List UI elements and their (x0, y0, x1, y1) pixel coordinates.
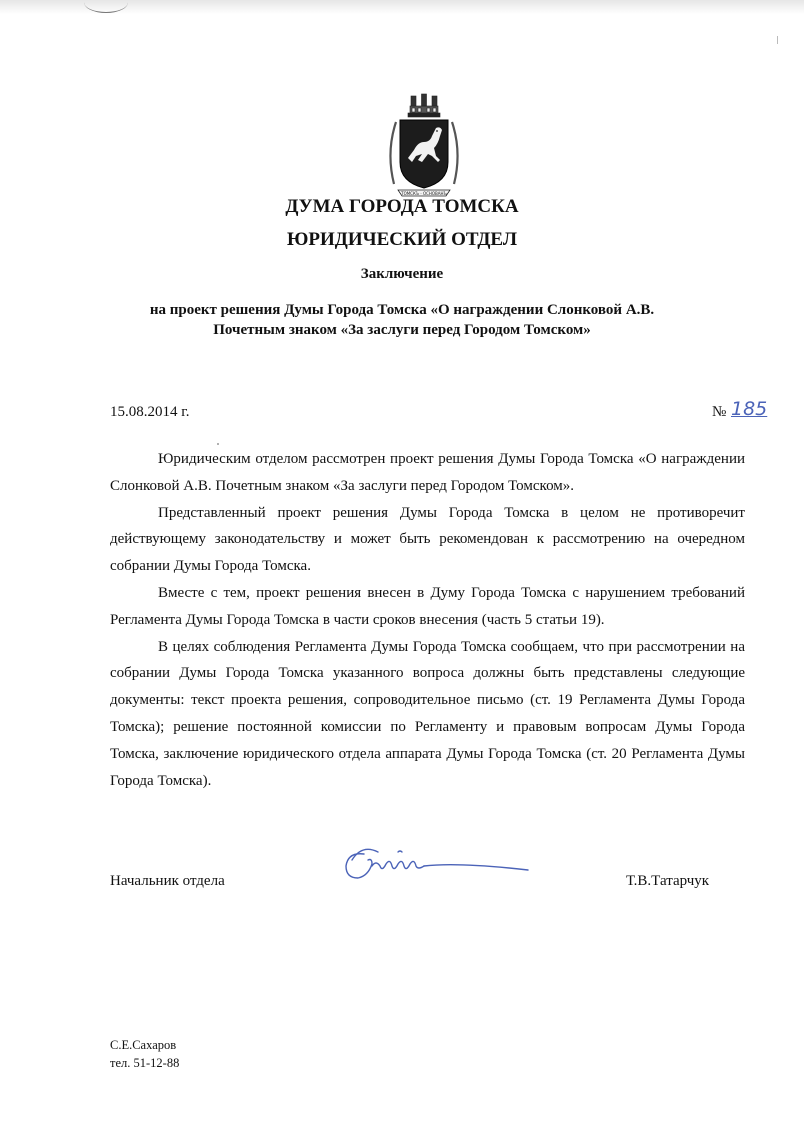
document-number-handwritten: 185 (731, 398, 768, 420)
document-number-label: № (712, 404, 727, 420)
document-type: Заключение (360, 266, 444, 282)
document-body (110, 446, 745, 794)
svg-text:ТОМСКЪ · ОСНОВАНЪ: ТОМСКЪ · ОСНОВАНЪ (401, 191, 447, 196)
subject-line-1: на проект решения Думы Города Томска «О награждении Слонковой А.В. (149, 302, 655, 318)
department-title: ЮРИДИЧЕСКИЙ ОТДЕЛ (287, 229, 517, 250)
organization-title: ДУМА ГОРОДА ТОМСКА (285, 196, 519, 217)
document-date: 15.08.2014 г. (110, 404, 190, 420)
tomsk-coat-of-arms-icon (384, 92, 464, 204)
signer-title: Начальник отдела (110, 873, 225, 889)
scan-speck (217, 443, 219, 445)
paragraph: Юридическим отделом рассмотрен проект решения Думы Города Томска «О награждении Слонковой А.В. Почетным знаком «За заслуги перед Городом Томском». (110, 451, 745, 494)
subject-line-2: Почетным знаком «За заслуги перед Городом Томском» (213, 322, 591, 338)
paragraph: Вместе с тем, проект решения внесен в Думу Города Томска с нарушением требований Регламента Думы Города Томска в части сроков внесения (часть 5 статьи 19). (110, 584, 745, 628)
contact-name: С.Е.Сахаров (110, 1038, 177, 1052)
signer-name: Т.В.Татарчук (626, 873, 710, 889)
paragraph: Представленный проект решения Думы Города Томска в целом не противоречит действующему законодательству и может быть рекомендован к рассмотрению на очередном собрании Думы Города Томска. (110, 504, 745, 575)
contact-phone: тел. 51-12-88 (110, 1056, 180, 1070)
handwritten-signature (338, 838, 538, 890)
scan-artifact-mark (777, 36, 778, 44)
paragraph: В целях соблюдения Регламента Думы Города Томска сообщаем, что при рассмотрении на собрании Думы Города Томска указанного вопроса должны быть представлены следующие документы: текст проекта решения, сопроводительное письмо (ст. 19 Регламента Думы Города Томска); решение постоянной комиссии по Регламенту и правовым вопросам Думы Города Томска, заключение юридического отдела аппарата Думы Города Томска (ст. 20 Регламента Думы Города Томска). (110, 638, 745, 789)
contact-block (110, 1036, 179, 1072)
